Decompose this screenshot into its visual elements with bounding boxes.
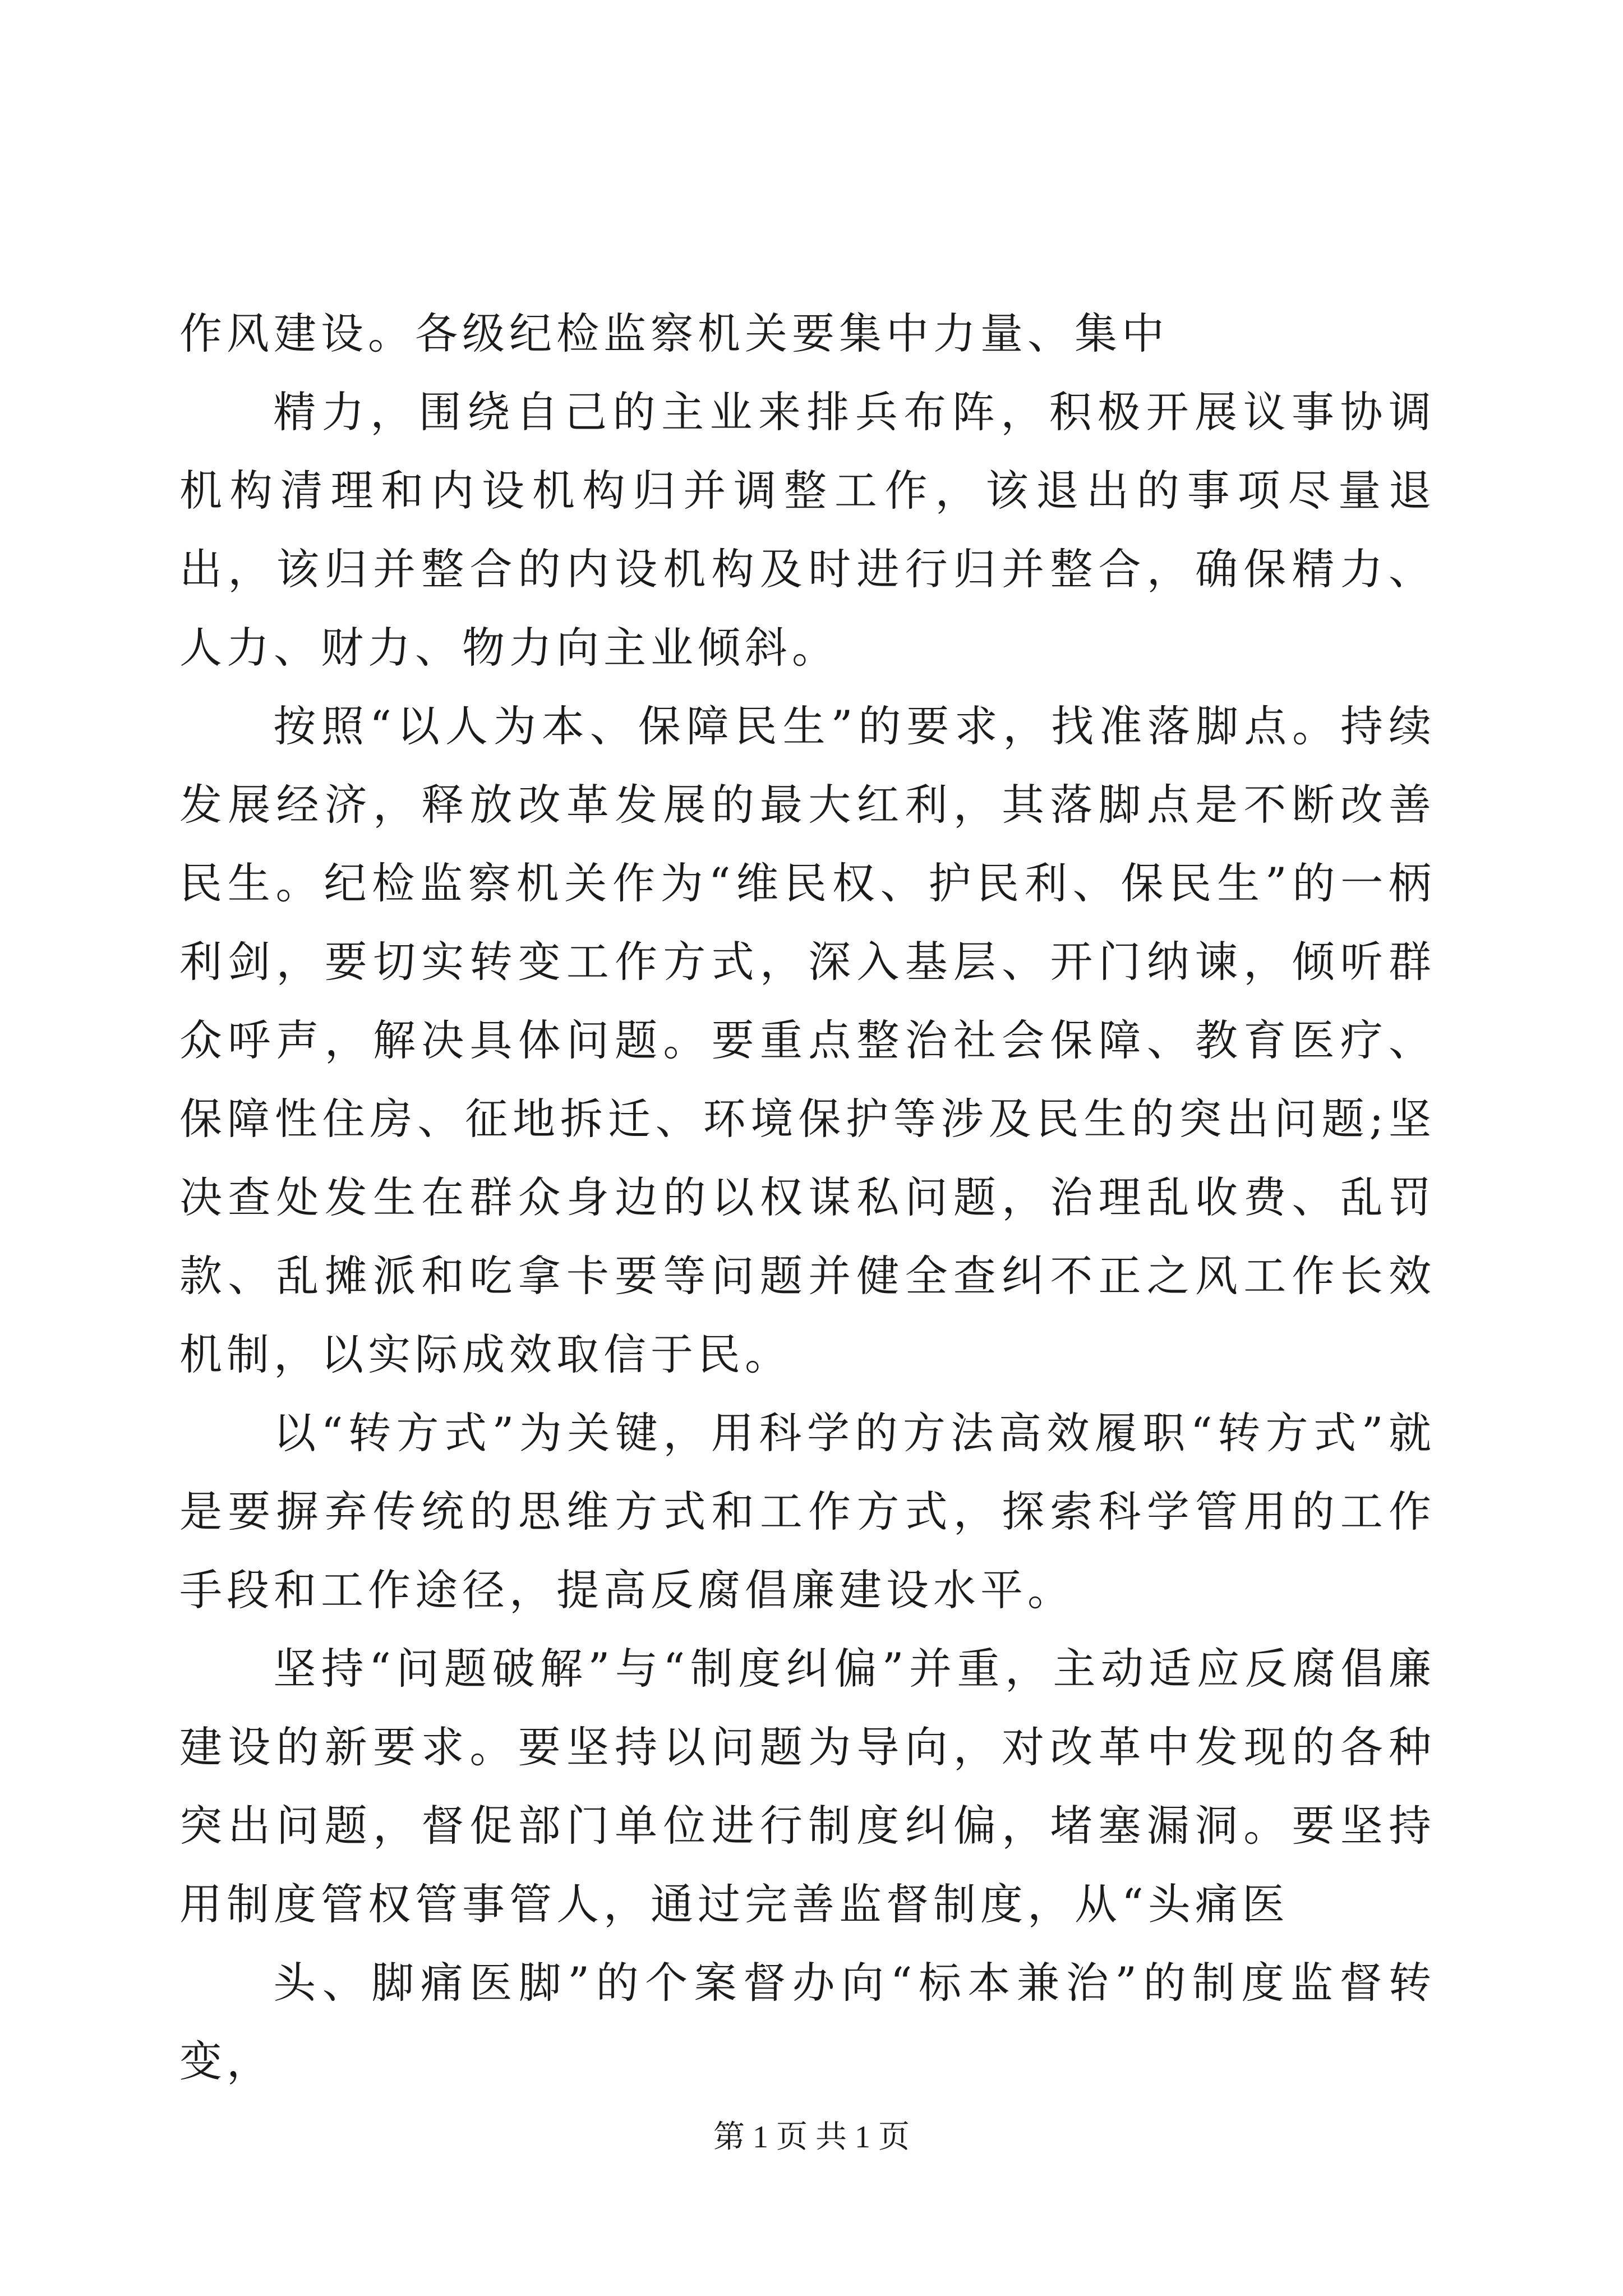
paragraph-2: 精力，围绕自己的主业来排兵布阵，积极开展议事协调机构清理和内设机构归并调整工作，该退出的事项尽量退出，该归并整合的内设机构及时进行归并整合，确保精力、人力、财力、物力向主业倾斜。 [179, 387, 1436, 673]
paragraph-6: 头、脚痛医脚”的个案督办向“标本兼治”的制度监督转变， [179, 1958, 1436, 2086]
page-number-label: 第 1 页 共 1 页 [713, 2120, 910, 2155]
paragraph-5: 坚持“问题破解”与“制度纠偏”并重，主动适应反腐倡廉建设的新要求。要坚持以问题为导向，对改革中发现的各种突出问题，督促部门单位进行制度纠偏，堵塞漏洞。要坚持用制度管权管事管人，通过完善监督制度，从“头痛医 [179, 1644, 1436, 1929]
paragraph-3: 按照“以人为本、保障民生”的要求，找准落脚点。持续发展经济，释放改革发展的最大红利，其落脚点是不断改善民生。纪检监察机关作为“维民权、护民利、保民生”的一柄利剑，要切实转变工作方式，深入基层、开门纳谏，倾听群众呼声，解决具体问题。要重点整治社会保障、教育医疗、保障性住房、征地拆迁、环境保护等涉及民生的突出问题;坚决查处发生在群众身边的以权谋私问题，治理乱收费、乱罚款、乱摊派和吃拿卡要等问题并健全查纠不正之风工作长效机制，以实际成效取信于民。 [179, 701, 1436, 1379]
document-body [179, 295, 1436, 2101]
paragraph-4: 以“转方式”为关键，用科学的方法高效履职“转方式”就是要摒弃传统的思维方式和工作方式，探索科学管用的工作手段和工作途径，提高反腐倡廉建设水平。 [179, 1408, 1436, 1615]
paragraph-1: 作风建设。各级纪检监察机关要集中力量、集中 [179, 309, 1169, 358]
page-footer [0, 2118, 1623, 2157]
